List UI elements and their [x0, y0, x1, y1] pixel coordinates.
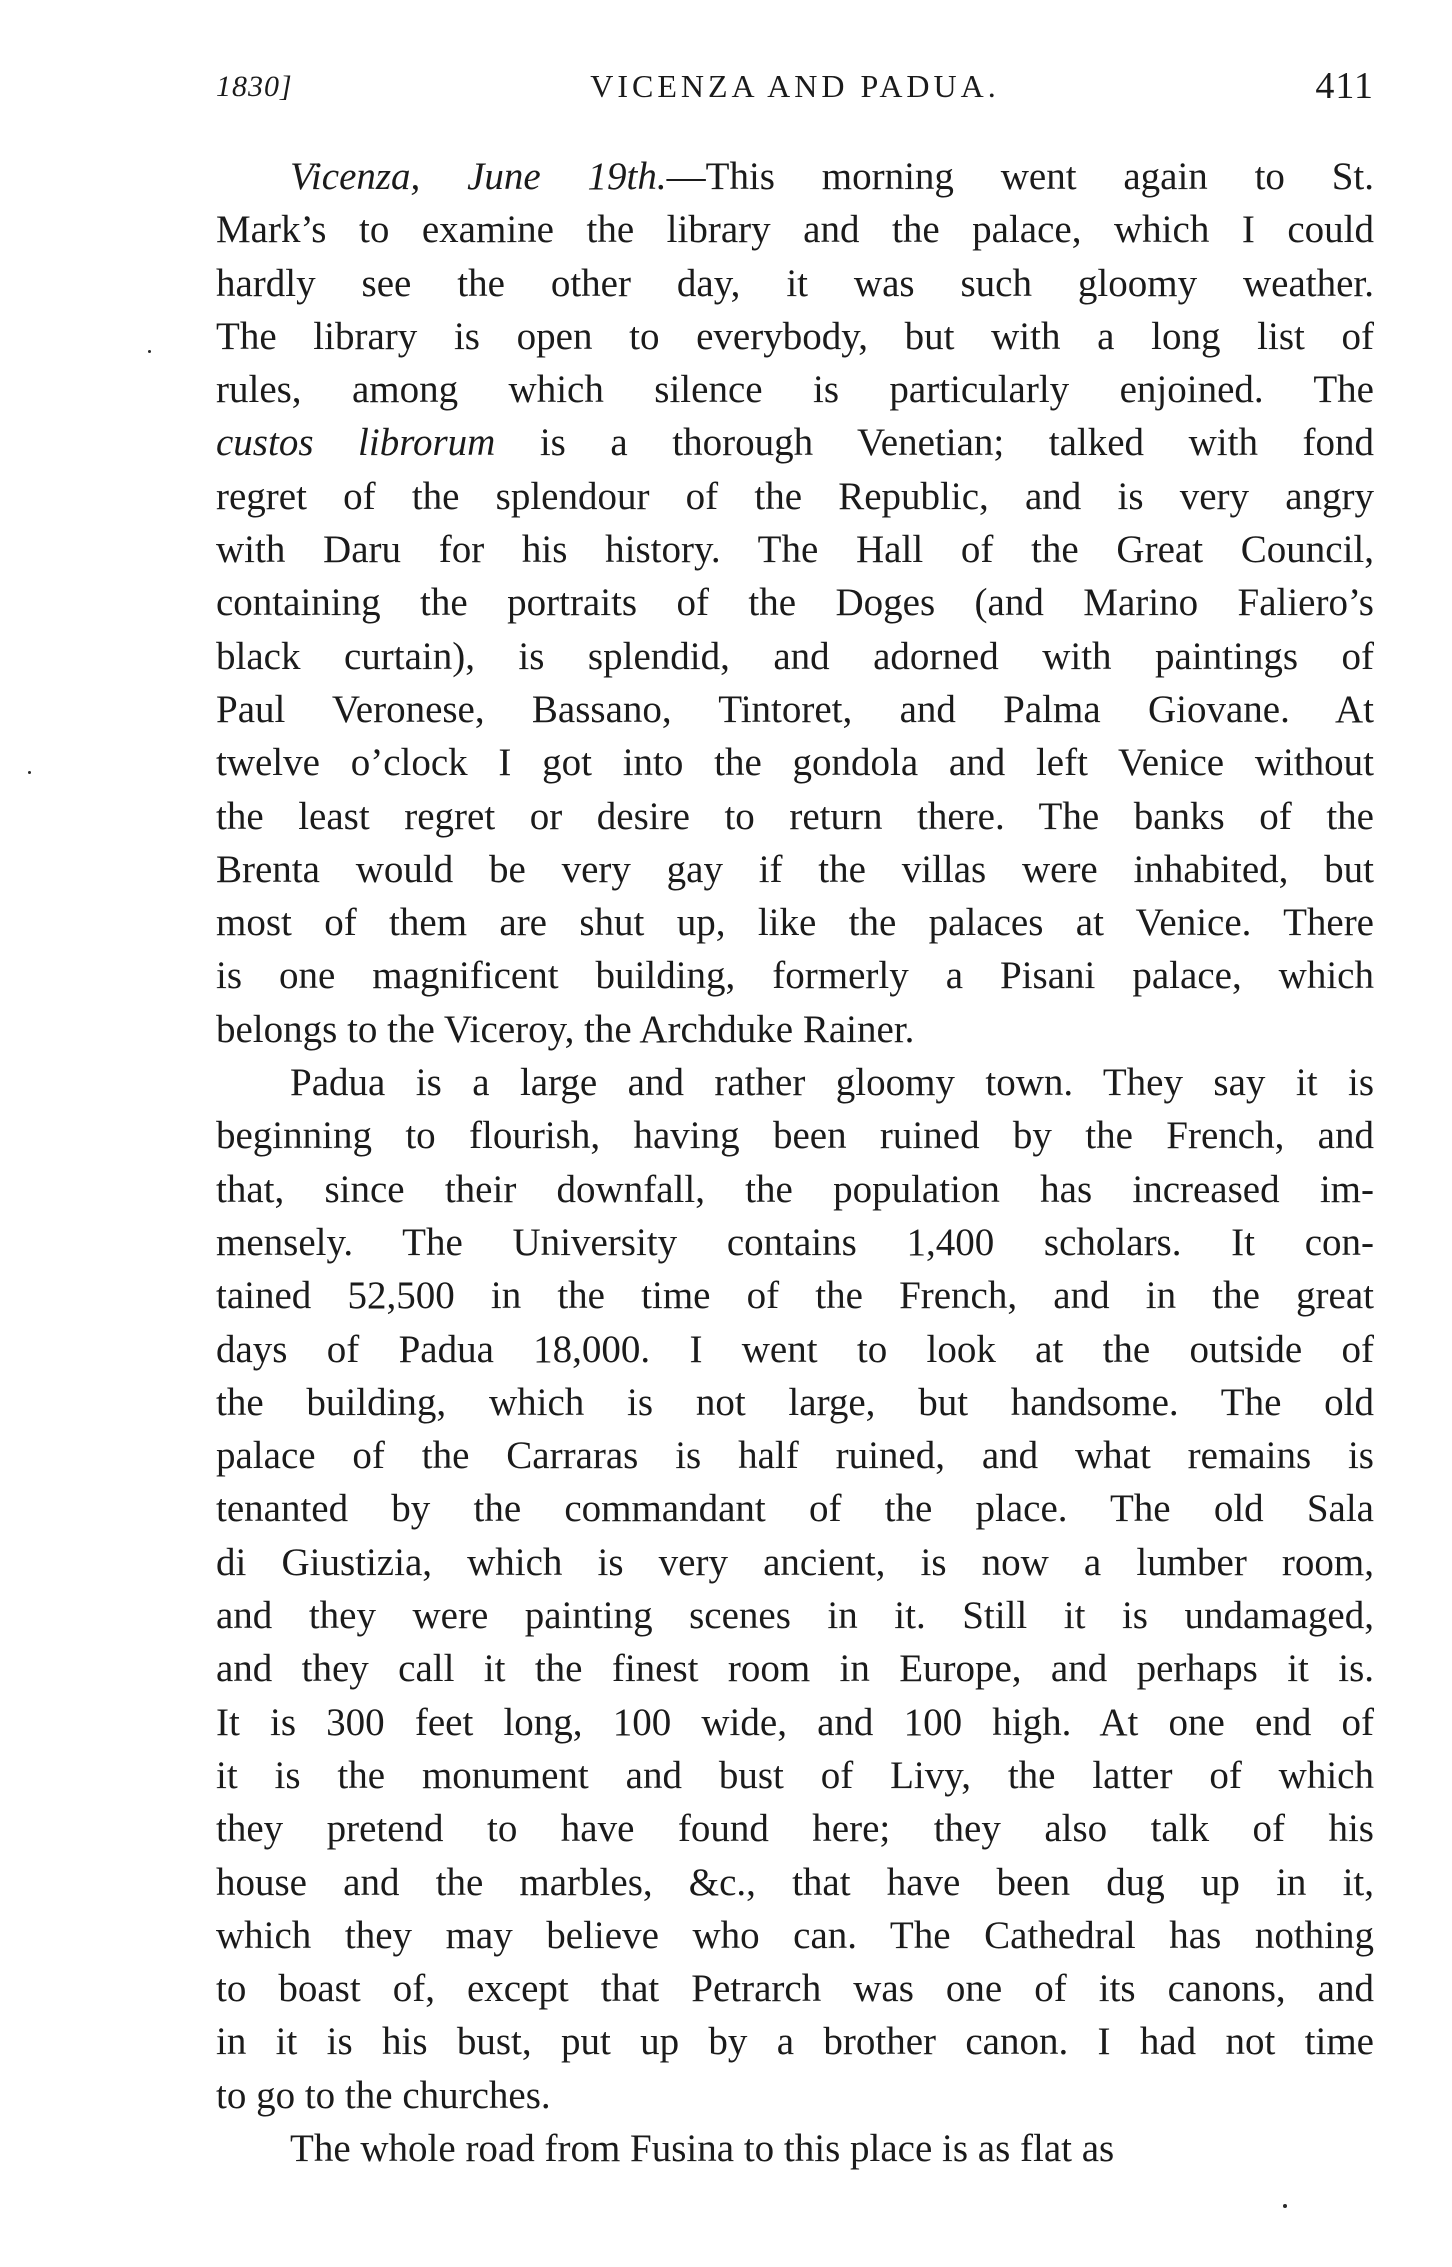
text-segment: the building, which is not large, but handsome. The old	[216, 1380, 1374, 1424]
text-line	[216, 790, 1374, 843]
text-line	[216, 363, 1374, 416]
text-line	[216, 1642, 1374, 1695]
text-segment: rules, among which silence is particularly enjoined. The	[216, 368, 1374, 412]
ink-speck	[1283, 2204, 1287, 2208]
text-line	[216, 203, 1374, 256]
text-line	[216, 1323, 1374, 1376]
text-segment: to boast of, except that Petrarch was one of its canons, and	[216, 1967, 1374, 2011]
text-segment: Mark’s to examine the library and the palace, which I could	[216, 208, 1374, 252]
text-segment: —This morning went again to St.	[666, 155, 1374, 198]
text-line	[216, 1696, 1374, 1749]
text-segment: to go to the churches.	[216, 2073, 551, 2117]
text-line	[216, 1163, 1374, 1216]
text-segment: the least regret or desire to return there. The banks of the	[216, 794, 1374, 838]
text-segment: in it is his bust, put up by a brother canon. I had not time	[216, 2020, 1374, 2064]
text-segment: and they call it the finest room in Europe, and perhaps it is.	[216, 1647, 1374, 1691]
text-segment: it is the monument and bust of Livy, the latter of which	[216, 1753, 1374, 1797]
text-segment: di Giustizia, which is very ancient, is now a lumber room,	[216, 1540, 1374, 1584]
text-segment: which they may believe who can. The Cathedral has nothing	[216, 1913, 1374, 1957]
text-line	[216, 2122, 1374, 2175]
text-segment: they pretend to have found here; they also talk of his	[216, 1807, 1374, 1851]
text-line	[216, 1802, 1374, 1855]
text-line	[216, 1269, 1374, 1322]
text-line	[216, 736, 1374, 789]
text-segment: regret of the splendour of the Republic, and is very angry	[216, 474, 1374, 518]
text-line	[216, 949, 1374, 1002]
text-segment: tained 52,500 in the time of the French, and in the great	[216, 1274, 1374, 1318]
text-line	[216, 2015, 1374, 2068]
text-line	[216, 896, 1374, 949]
text-segment: days of Padua 18,000. I went to look at the outside of	[216, 1327, 1374, 1371]
text-segment: most of them are shut up, like the palaces at Venice. There	[216, 901, 1374, 945]
text-segment: is a thorough Venetian; talked with fond	[495, 421, 1374, 465]
text-segment: with Daru for his history. The Hall of the Great Council,	[216, 528, 1374, 572]
italic-text: custos librorum	[216, 421, 496, 465]
text-segment: It is 300 feet long, 100 wide, and 100 high. At one end of	[216, 1700, 1374, 1744]
body-text	[216, 150, 1374, 2175]
text-line	[216, 1536, 1374, 1589]
running-head	[216, 60, 1374, 120]
text-line	[216, 1482, 1374, 1535]
text-segment: hardly see the other day, it was such gloomy weather.	[216, 261, 1374, 305]
text-line	[216, 1216, 1374, 1269]
text-line	[216, 683, 1374, 736]
text-segment: containing the portraits of the Doges (and Marino Faliero’s	[216, 581, 1374, 625]
text-segment: that, since their downfall, the population has increased im-	[216, 1167, 1374, 1211]
text-segment: beginning to flourish, having been ruined by the French, and	[216, 1114, 1374, 1158]
text-line	[216, 523, 1374, 576]
text-segment: tenanted by the commandant of the place. The old Sala	[216, 1487, 1374, 1531]
running-head-title: VICENZA AND PADUA.	[590, 68, 1000, 104]
ink-speck	[148, 350, 151, 353]
text-line	[216, 1109, 1374, 1162]
text-line	[216, 576, 1374, 629]
text-line	[216, 1749, 1374, 1802]
italic-text: Vicenza, June 19th.	[290, 155, 667, 198]
text-line	[216, 1376, 1374, 1429]
text-line	[216, 416, 1374, 469]
ink-speck	[28, 771, 31, 774]
text-segment: belongs to the Viceroy, the Archduke Rainer.	[216, 1007, 915, 1051]
text-segment: mensely. The University contains 1,400 scholars. It con-	[216, 1220, 1374, 1264]
text-line	[216, 257, 1374, 310]
text-segment: Paul Veronese, Bassano, Tintoret, and Palma Giovane. At	[216, 687, 1374, 731]
text-line	[216, 1962, 1374, 2015]
running-head-year: 1830]	[216, 70, 293, 103]
text-line	[216, 150, 1374, 203]
text-segment: twelve o’clock I got into the gondola and left Venice without	[216, 741, 1374, 785]
text-line	[216, 1909, 1374, 1962]
text-line	[216, 470, 1374, 523]
page-number: 411	[1315, 65, 1374, 107]
text-line	[216, 2069, 1374, 2122]
text-segment: palace of the Carraras is half ruined, and what remains is	[216, 1434, 1374, 1478]
text-line	[216, 1003, 1374, 1056]
text-segment: house and the marbles, &c., that have been dug up in it,	[216, 1860, 1374, 1904]
text-line	[216, 1589, 1374, 1642]
text-segment: Brenta would be very gay if the villas were inhabited, but	[216, 847, 1374, 891]
text-segment: black curtain), is splendid, and adorned with paintings of	[216, 634, 1374, 678]
text-line	[216, 1856, 1374, 1909]
text-line	[216, 630, 1374, 683]
text-line	[216, 310, 1374, 363]
text-line	[216, 1429, 1374, 1482]
text-segment: is one magnificent building, formerly a Pisani palace, which	[216, 954, 1374, 998]
text-segment: and they were painting scenes in it. Still it is undamaged,	[216, 1594, 1374, 1638]
text-segment: Padua is a large and rather gloomy town. They say it is	[290, 1061, 1374, 1105]
text-line	[216, 1056, 1374, 1109]
text-segment: The library is open to everybody, but with a long list of	[216, 314, 1374, 358]
text-segment: The whole road from Fusina to this place is as flat as	[290, 2126, 1115, 2170]
text-line	[216, 843, 1374, 896]
